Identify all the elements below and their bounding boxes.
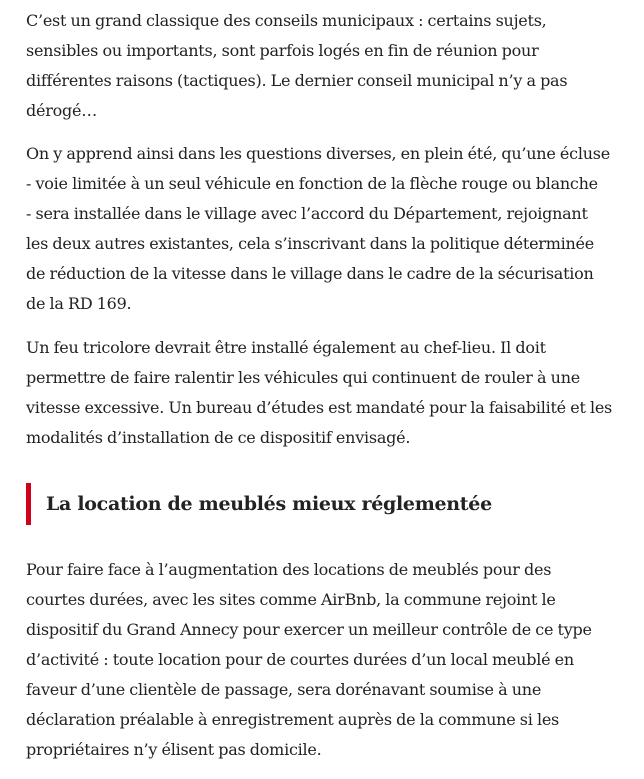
text-line: différentes raisons (tactiques). Le dernier conseil municipal n’y a pas <box>26 71 568 90</box>
article-body <box>26 6 626 779</box>
text-line: - sera installée dans le village avec l’accord du Département, rejoignant <box>26 204 588 223</box>
text-line: Un feu tricolore devrait être installé également au chef-lieu. Il doit <box>26 338 546 357</box>
text-line: les deux autres existantes, cela s’inscrivant dans la politique déterminée <box>26 234 594 253</box>
text-line: d’activité : toute location pour de courtes durées d’un local meublé en <box>26 650 574 669</box>
paragraph-feu-tricolore <box>26 333 626 453</box>
text-line: - voie limitée à un seul véhicule en fonction de la flèche rouge ou blanche <box>26 174 598 193</box>
paragraph-ecluse <box>26 139 626 319</box>
text-line: courtes durées, avec les sites comme AirBnb, la commune rejoint le <box>26 590 556 609</box>
text-line: On y apprend ainsi dans les questions diverses, en plein été, qu’une écluse <box>26 144 610 163</box>
text-line: vitesse excessive. Un bureau d’études est mandaté pour la faisabilité et les <box>26 398 612 417</box>
text-line: permettre de faire ralentir les véhicules qui continuent de rouler à une <box>26 368 580 387</box>
text-line: de la RD 169. <box>26 294 132 313</box>
text-line: C’est un grand classique des conseils municipaux : certains sujets, <box>26 11 547 30</box>
paragraph-intro <box>26 6 626 126</box>
section-heading-text: La location de meublés mieux réglementée <box>46 493 492 515</box>
text-line: modalités d’installation de ce dispositif envisagé. <box>26 428 411 447</box>
text-line: sensibles ou importants, sont parfois logés en fin de réunion pour <box>26 41 539 60</box>
text-line: Pour faire face à l’augmentation des locations de meublés pour des <box>26 560 552 579</box>
heading-accent-bar <box>26 483 31 525</box>
text-line: propriétaires n’y élisent pas domicile. <box>26 740 322 759</box>
text-line: dispositif du Grand Annecy pour exercer un meilleur contrôle de ce type <box>26 620 592 639</box>
text-line: de réduction de la vitesse dans le village dans le cadre de la sécurisation <box>26 264 594 283</box>
text-line: faveur d’une clientèle de passage, sera dorénavant soumise à une <box>26 680 542 699</box>
text-line: déclaration préalable à enregistrement auprès de la commune si les <box>26 710 559 729</box>
paragraph-location-meubles <box>26 555 626 765</box>
text-line: dérogé… <box>26 101 97 120</box>
section-heading <box>26 483 626 525</box>
